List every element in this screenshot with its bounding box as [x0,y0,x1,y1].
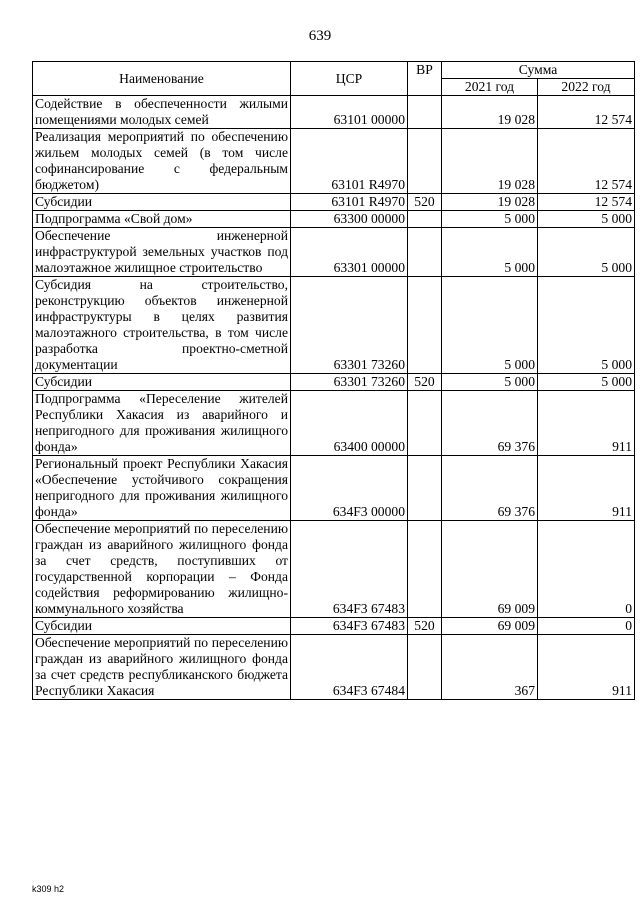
row-amount-2022: 5 000 [538,211,635,228]
row-csr: 63301 00000 [291,228,408,277]
table-row [33,374,635,391]
column-header-2021: 2021 год [442,79,538,96]
row-name: Субсидии [33,374,291,391]
row-amount-2022: 0 [538,521,635,618]
row-name: Субсидии [33,618,291,635]
row-amount-2022: 911 [538,391,635,456]
row-amount-2021: 367 [442,635,538,700]
row-vr [408,277,442,374]
table-row [33,635,635,700]
table-row [33,228,635,277]
row-csr: 634F3 67484 [291,635,408,700]
row-amount-2022: 5 000 [538,277,635,374]
row-vr [408,228,442,277]
row-csr: 63301 73260 [291,277,408,374]
row-name: Обеспечение мероприятий по переселению граждан из аварийного жилищного фонда за счет средств республиканского бюджета Республики Хакасия [33,635,291,700]
row-vr: 520 [408,194,442,211]
row-amount-2022: 12 574 [538,129,635,194]
row-csr: 63301 73260 [291,374,408,391]
column-header-name: Наименование [33,62,291,96]
budget-table [32,61,635,700]
table-row [33,277,635,374]
table-row [33,456,635,521]
row-amount-2022: 5 000 [538,374,635,391]
row-amount-2022: 12 574 [538,194,635,211]
row-vr [408,129,442,194]
row-csr: 63101 00000 [291,96,408,129]
table-row [33,194,635,211]
row-amount-2021: 69 009 [442,521,538,618]
table-row [33,521,635,618]
table-row [33,96,635,129]
table-body [33,96,635,700]
row-csr: 634F3 00000 [291,456,408,521]
row-amount-2021: 69 376 [442,456,538,521]
row-name: Региональный проект Республики Хакасия «Обеспечение устойчивого сокращения непригодного для проживания жилищного фонда» [33,456,291,521]
row-name: Субсидия на строительство, реконструкцию объектов инженерной инфраструктуры в целях развития малоэтажного строительства, в том числе разработка проектно-сметной документации [33,277,291,374]
row-vr [408,635,442,700]
row-amount-2021: 5 000 [442,211,538,228]
row-vr: 520 [408,618,442,635]
row-amount-2021: 19 028 [442,96,538,129]
row-amount-2022: 0 [538,618,635,635]
row-amount-2021: 69 376 [442,391,538,456]
row-amount-2021: 5 000 [442,228,538,277]
table-row [33,618,635,635]
row-csr: 634F3 67483 [291,521,408,618]
row-vr [408,211,442,228]
column-header-sum: Сумма [442,62,635,79]
row-csr: 63101 R4970 [291,194,408,211]
row-csr: 634F3 67483 [291,618,408,635]
row-vr [408,391,442,456]
column-header-2022: 2022 год [538,79,635,96]
row-name: Содействие в обеспеченности жилыми помещениями молодых семей [33,96,291,129]
page-number: 639 [308,28,332,44]
table-row [33,211,635,228]
row-amount-2021: 69 009 [442,618,538,635]
column-header-vr: ВР [408,62,442,96]
row-vr [408,456,442,521]
footer-code: k309 h2 [32,884,65,894]
row-amount-2021: 5 000 [442,374,538,391]
row-vr [408,521,442,618]
table-header [33,62,635,96]
row-vr: 520 [408,374,442,391]
row-name: Реализация мероприятий по обеспечению жильем молодых семей (в том числе софинансирование с федеральным бюджетом) [33,129,291,194]
row-amount-2022: 12 574 [538,96,635,129]
row-vr [408,96,442,129]
table-row [33,391,635,456]
row-amount-2022: 911 [538,456,635,521]
row-name: Субсидии [33,194,291,211]
column-header-csr: ЦСР [291,62,408,96]
row-csr: 63300 00000 [291,211,408,228]
row-name: Обеспечение инженерной инфраструктурой земельных участков под малоэтажное жилищное строительство [33,228,291,277]
row-amount-2022: 5 000 [538,228,635,277]
row-amount-2021: 19 028 [442,194,538,211]
row-amount-2021: 5 000 [442,277,538,374]
row-name: Подпрограмма «Свой дом» [33,211,291,228]
row-amount-2022: 911 [538,635,635,700]
row-csr: 63400 00000 [291,391,408,456]
row-amount-2021: 19 028 [442,129,538,194]
row-csr: 63101 R4970 [291,129,408,194]
row-name: Обеспечение мероприятий по переселению граждан из аварийного жилищного фонда за счет средств, поступивших от государственной корпорации – Фонда содействия реформированию жилищно-коммунального хозяйства [33,521,291,618]
row-name: Подпрограмма «Переселение жителей Республики Хакасия из аварийного и непригодного для проживания жилищного фонда» [33,391,291,456]
table-row [33,129,635,194]
